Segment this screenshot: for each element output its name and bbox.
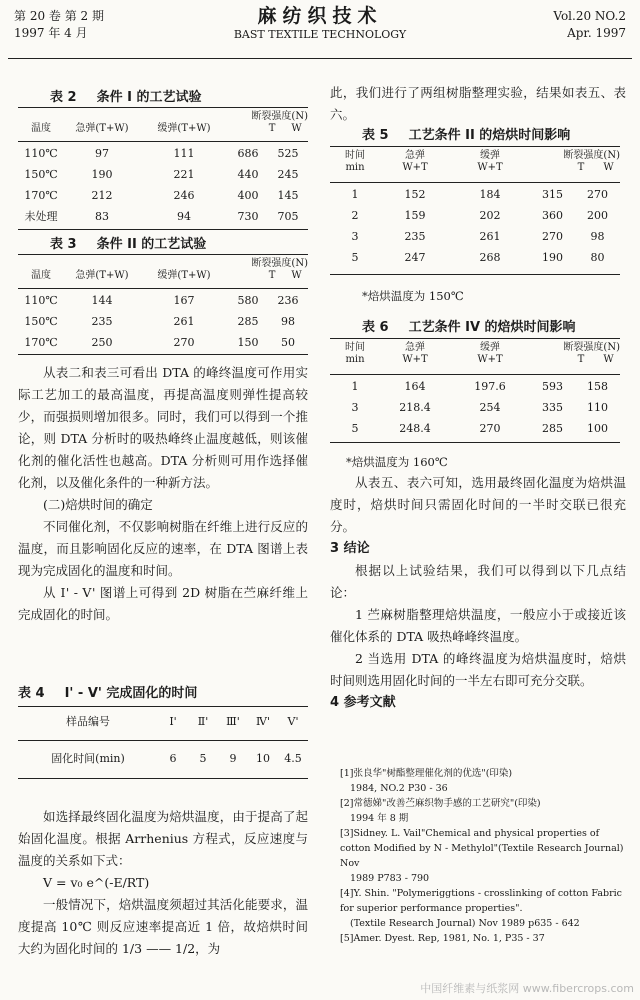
cell: 97: [95, 147, 109, 160]
paragraph: 根据以上试验结果，我们可以得到以下几点结论：: [330, 563, 626, 600]
col-header: 时间 min: [345, 150, 365, 173]
cell: 98: [590, 230, 605, 243]
reference-item: [1]张良华"树酯整理催化剂的优选"(印染): [340, 768, 513, 779]
paragraph: 如选择最终固化温度为焙烘温度，由于提高了起始固化温度。根据 Arrhenius 方程式，反应速度与温度的关系如下式：: [18, 809, 308, 868]
table6-note: *焙烘温度为 160℃: [346, 455, 448, 469]
table2-label: 表 2: [50, 90, 77, 105]
col-header: 缓弹(T+W): [157, 123, 211, 134]
cell: 145: [277, 189, 299, 202]
cell: 111: [173, 147, 195, 160]
table6-caption: [362, 320, 622, 336]
table-row: [18, 206, 308, 227]
cell: 170℃: [24, 336, 58, 349]
cell: 3: [351, 401, 359, 414]
table5: [330, 146, 620, 276]
col-header: 温度: [31, 270, 51, 281]
cell: 200: [587, 209, 608, 222]
conclusion-item: 2 当选用 DTA 的峰终温度为焙烘温度时，焙烘时间则选用固化时间的一半左右即可充分交联。: [330, 651, 626, 688]
table-row: [18, 332, 308, 353]
cell: 580: [237, 294, 259, 307]
table3-caption: [50, 237, 310, 253]
col-header: 缓弹 W+T: [477, 150, 503, 173]
table-row: [18, 290, 308, 311]
cell: 4.5: [284, 752, 302, 765]
sample-id: Ⅱ': [197, 715, 209, 728]
arrhenius-formula: V = v₀ e^(-E/RT): [43, 875, 150, 890]
col-header: 时间 min: [345, 342, 365, 365]
sample-id: Ⅴ': [287, 715, 299, 728]
col-header: 急弹(T+W): [75, 270, 129, 281]
cell: 212: [91, 189, 113, 202]
cell: 83: [95, 210, 109, 223]
cell: 110℃: [24, 294, 58, 307]
sample-id: Ⅲ': [226, 715, 240, 728]
cell: 235: [404, 230, 426, 243]
table-row: [18, 311, 308, 332]
cell: 164: [404, 380, 426, 393]
reference-item: 1989 P783 - 790: [350, 873, 430, 884]
table-header-row: [330, 342, 620, 366]
section-heading-conclusion: 3 结论: [330, 541, 370, 556]
table-row: [330, 184, 620, 205]
cell: 2: [351, 209, 359, 222]
col-header: 断裂强度(N) T W: [251, 111, 308, 134]
sample-id: Ⅳ': [255, 715, 270, 728]
reference-list: [340, 766, 630, 946]
cell: 152: [404, 188, 426, 201]
cell: 250: [91, 336, 113, 349]
cell: 730: [237, 210, 259, 223]
col-header: 缓弹(T+W): [157, 270, 211, 281]
journal-masthead: [200, 4, 440, 42]
cell: 268: [479, 251, 501, 264]
table-row: [330, 376, 620, 397]
cell: 5: [351, 251, 359, 264]
cell: 158: [587, 380, 608, 393]
table2: [18, 107, 308, 229]
right-body: [330, 472, 626, 714]
cell: 167: [173, 294, 195, 307]
table-header-row: [18, 711, 308, 732]
cell: 50: [281, 336, 295, 349]
cell: 150℃: [24, 315, 58, 328]
cell: 110: [587, 401, 608, 414]
cell: 190: [542, 251, 563, 264]
cell: 110℃: [24, 147, 58, 160]
cell: 360: [542, 209, 563, 222]
paragraph: 从表五、表六可知，选用最终固化温度为焙烘温度时，焙烘时间只需固化时间的一半时交联已很充分。: [330, 475, 626, 534]
conclusion-item: 1 苎麻树脂整理焙烘温度，一般应小于或接近该催化体系的 DTA 吸热峰峰终温度。: [330, 607, 626, 644]
cell: 1: [351, 380, 359, 393]
reference-item: 1984, NO.2 P30 - 36: [350, 783, 448, 794]
cell: 525: [277, 147, 299, 160]
cell: 197.6: [474, 380, 506, 393]
table3-label: 表 3: [50, 237, 77, 252]
cell: 245: [277, 168, 299, 181]
cell: 236: [277, 294, 299, 307]
cell: 98: [281, 315, 295, 328]
col-header: 急弹 W+T: [402, 342, 428, 365]
cell: 246: [173, 189, 195, 202]
table5-note: *焙烘温度为 150℃: [362, 289, 464, 303]
col-header: 断裂强度(N) T W: [251, 258, 308, 281]
cell: 247: [404, 251, 426, 264]
paragraph: 从表二和表三可看出 DTA 的峰终温度可作用实际工艺加工的最高温度，再提高温度则弹性提高较少，而强损则增加很多。同时，我们可以得到一个推论，则 DTA 分析时的吸热峰终止温度越低，则该催化剂的催化活性也越高。DTA 分析则可用作选择催化剂，以及催化条件的一种新方法。: [18, 365, 308, 490]
issue-date-en: Apr. 1997: [567, 26, 626, 40]
table-row: [330, 418, 620, 439]
right-top-text: [330, 82, 626, 126]
cell: 202: [479, 209, 501, 222]
cell: 94: [177, 210, 191, 223]
table3-title: 条件 II 的工艺试验: [96, 237, 207, 252]
col-header: 缓弹 W+T: [477, 342, 503, 365]
table-row: [330, 205, 620, 226]
table-row: [18, 185, 308, 206]
row-label: 固化时间(min): [51, 752, 125, 765]
paragraph: 从 Ⅰ' - Ⅴ' 图谱上可得到 2D 树脂在苎麻纤维上完成固化的时间。: [18, 585, 308, 622]
reference-item: [3]Sidney. L. Vail"Chemical and physical properties of cotton Modified by N - Methylol"(Textile Research Journal) Nov: [340, 828, 624, 869]
cell: 335: [542, 401, 563, 414]
cell: 80: [590, 251, 605, 264]
table5-title: 工艺条件 II 的焙烘时间影响: [408, 128, 571, 143]
cell: 170℃: [24, 189, 58, 202]
col-header: 断裂强度(N) T W: [563, 342, 620, 365]
table6-title: 工艺条件 IV 的焙烘时间影响: [408, 320, 576, 335]
table4-label: 表 4: [18, 686, 45, 701]
sample-id: Ⅰ': [169, 715, 177, 728]
table-header-row: [18, 258, 308, 282]
cell: 261: [173, 315, 195, 328]
reference-item: [4]Y. Shin. "Polymeriggtions - crosslinking of cotton Fabric for superior performance properties".: [340, 888, 622, 914]
cell: 285: [542, 422, 563, 435]
cell: 400: [237, 189, 259, 202]
cell: 270: [587, 188, 608, 201]
paragraph: 不同催化剂，不仅影响树脂在纤维上进行反应的温度，而且影响固化反应的速率，在 DTA 图谱上表现为完成固化的温度和时间。: [18, 519, 308, 578]
journal-title-cn: 麻纺织技术: [257, 5, 383, 27]
table5-caption: [362, 128, 622, 144]
cell: 254: [479, 401, 501, 414]
volume-issue-en: Vol.20 NO.2: [553, 9, 626, 23]
issue-info: [14, 8, 104, 42]
volume-issue: 第 20 卷 第 2 期: [14, 9, 104, 23]
row-header: 样品编号: [66, 715, 110, 728]
table-row: [18, 164, 308, 185]
section-heading-references: 4 参考文献: [330, 695, 396, 710]
cell: 218.4: [399, 401, 431, 414]
cell: 150: [237, 336, 259, 349]
reference-item: [5]Amer. Dyest. Rep, 1981, No. 1, P35 - 37: [340, 933, 545, 944]
cell: 100: [587, 422, 608, 435]
reference-item: 1994 年 8 期: [350, 813, 409, 824]
watermark: 中国纤维素与纸浆网 www.fibercrops.com: [420, 982, 634, 995]
table4-title: Ⅰ' - Ⅴ' 完成固化的时间: [64, 686, 198, 701]
col-header: 温度: [31, 123, 51, 134]
cell: 1: [351, 188, 359, 201]
cell: 221: [173, 168, 195, 181]
table2-title: 条件 I 的工艺试验: [96, 90, 202, 105]
cell: 9: [229, 752, 237, 765]
table2-caption: [50, 90, 310, 106]
cell: 705: [277, 210, 299, 223]
cell: 150℃: [24, 168, 58, 181]
cell: 270: [542, 230, 563, 243]
table-row: [330, 226, 620, 247]
col-header: 断裂强度(N) T W: [563, 150, 620, 173]
cell: 270: [173, 336, 195, 349]
cell: 686: [237, 147, 259, 160]
cell: 440: [237, 168, 259, 181]
table5-label: 表 5: [362, 128, 389, 143]
table4: [18, 706, 308, 778]
table4-caption: [18, 686, 308, 702]
left-body: [18, 362, 308, 626]
table3: [18, 254, 308, 354]
col-header: 急弹(T+W): [75, 123, 129, 134]
cell: 184: [479, 188, 501, 201]
table-row: [330, 397, 620, 418]
left-lower-body: [18, 806, 308, 960]
cell: 144: [91, 294, 113, 307]
table6: [330, 338, 620, 442]
subheading: (二)焙烘时间的确定: [43, 497, 153, 512]
paragraph: 此，我们进行了两组树脂整理实验，结果如表五、表六。: [330, 85, 626, 122]
cell: 593: [542, 380, 563, 393]
cell: 未处理: [24, 210, 58, 223]
cell: 285: [237, 315, 259, 328]
cell: 10: [256, 752, 270, 765]
cell: 270: [479, 422, 501, 435]
paragraph: 一般情况下，焙烘温度须超过其活化能要求，温度提高 10℃ 则反应速率提高近 1 倍，故焙烘时间大约为固化时间的 1/3 —— 1/2，为: [18, 897, 308, 956]
cell: 3: [351, 230, 359, 243]
reference-item: (Textile Research Journal) Nov 1989 p635 - 642: [350, 918, 580, 929]
header-divider: [8, 58, 632, 59]
cell: 159: [404, 209, 426, 222]
cell: 190: [91, 168, 113, 181]
table-header-row: [18, 111, 308, 135]
issue-info-en: [553, 8, 626, 42]
table-row: [18, 748, 308, 769]
cell: 261: [479, 230, 501, 243]
cell: 248.4: [399, 422, 431, 435]
table-header-row: [330, 150, 620, 174]
table6-label: 表 6: [362, 320, 389, 335]
table-row: [18, 143, 308, 164]
table-row: [330, 247, 620, 268]
cell: 5: [351, 422, 359, 435]
col-header: 急弹 W+T: [402, 150, 428, 173]
journal-title-en: BAST TEXTILE TECHNOLOGY: [233, 28, 407, 41]
issue-date: 1997 年 4 月: [14, 26, 88, 40]
cell: 5: [199, 752, 207, 765]
cell: 6: [169, 752, 177, 765]
cell: 235: [91, 315, 113, 328]
cell: 315: [542, 188, 563, 201]
reference-item: [2]常德娣"改善苎麻织物手感的工艺研究"(印染): [340, 798, 541, 809]
